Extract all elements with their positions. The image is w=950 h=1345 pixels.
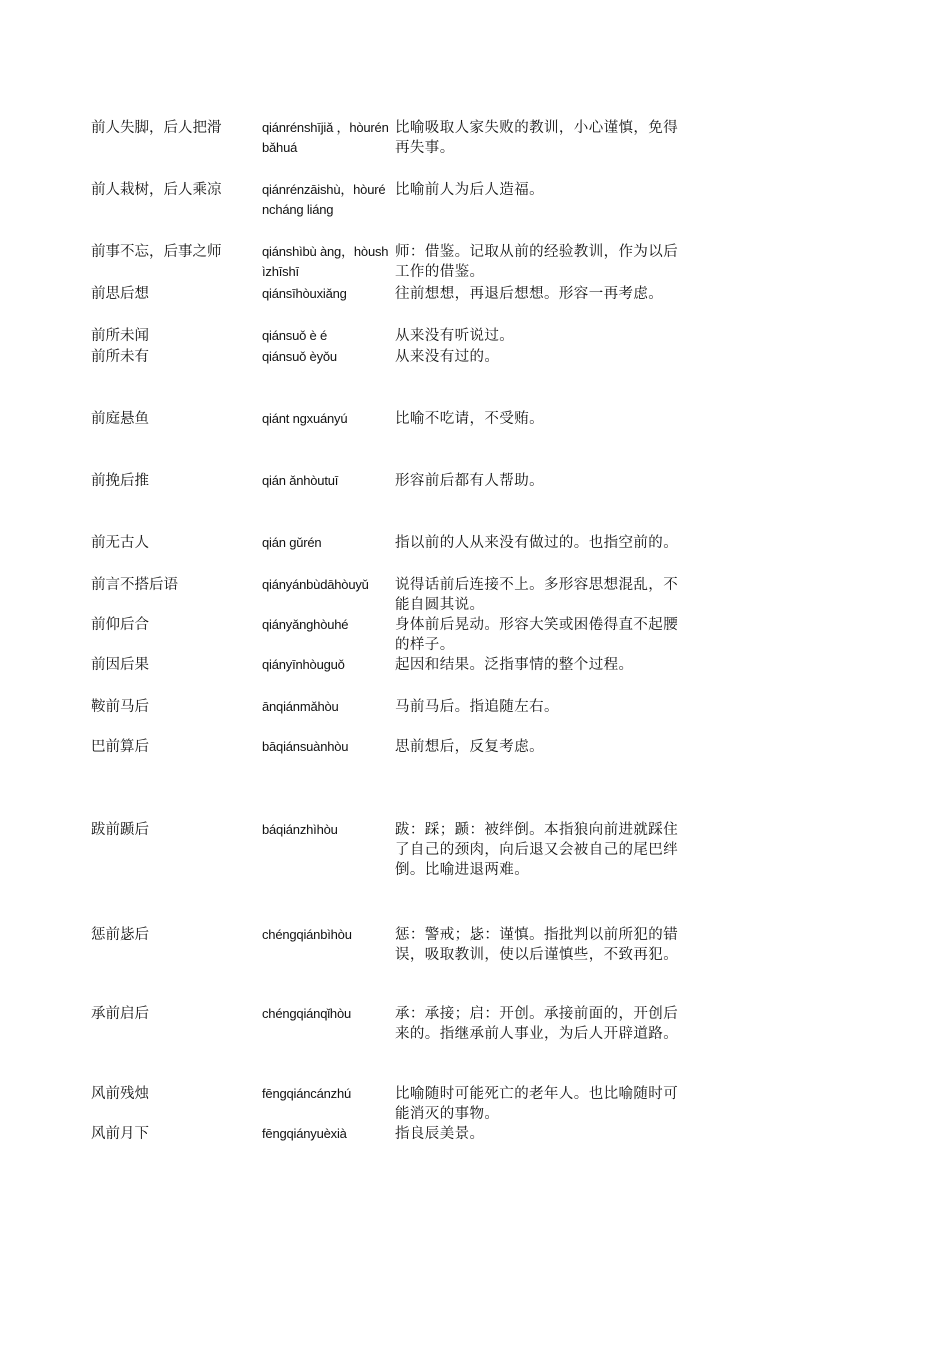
idiom-pinyin: qiányǎnghòuhé bbox=[262, 617, 349, 632]
idiom-meaning: 比喻随时可能死亡的老年人。也比喻随时可能消灭的事物。 bbox=[395, 1086, 679, 1122]
idiom-term: 跋前踬后 bbox=[91, 822, 149, 838]
idiom-meaning: 师：借鉴。记取从前的经验教训，作为以后工作的借鉴。 bbox=[395, 244, 679, 280]
idiom-meaning: 指以前的人从来没有做过的。也指空前的。 bbox=[395, 535, 679, 551]
idiom-meaning: 承：承接；启：开创。承接前面的，开创后来的。指继承前人事业，为后人开辟道路。 bbox=[395, 1006, 679, 1042]
idiom-term: 承前启后 bbox=[91, 1006, 149, 1022]
idiom-term: 鞍前马后 bbox=[91, 699, 149, 715]
idiom-pinyin: chéngqiánbìhòu bbox=[262, 927, 352, 942]
idiom-meaning: 身体前后晃动。形容大笑或困倦得直不起腰的样子。 bbox=[395, 617, 679, 653]
idiom-pinyin: qiánsuǒ è é bbox=[262, 328, 328, 343]
idiom-term: 前人失脚，后人把滑 bbox=[91, 120, 222, 136]
idiom-meaning: 惩：警戒；毖：谨慎。指批判以前所犯的错误，吸取教训，使以后谨慎些，不致再犯。 bbox=[395, 927, 679, 963]
idiom-meaning: 比喻不吃请，不受贿。 bbox=[395, 411, 544, 427]
idiom-pinyin: qiánsīhòuxiǎng bbox=[262, 286, 347, 301]
idiom-term: 前事不忘，后事之师 bbox=[91, 244, 222, 260]
idiom-meaning: 比喻吸取人家失败的教训，小心谨慎，免得再失事。 bbox=[395, 120, 679, 156]
idiom-pinyin: bāqiánsuànhòu bbox=[262, 739, 349, 754]
idiom-term: 前因后果 bbox=[91, 657, 149, 673]
idiom-pinyin: báqiánzhìhòu bbox=[262, 822, 338, 837]
idiom-pinyin: qiánrénshījiǎ ，hòurénbǎhuá bbox=[262, 120, 389, 155]
idiom-pinyin: qiánshìbù àng，hòushìzhīshī bbox=[262, 244, 389, 279]
idiom-term: 风前残烛 bbox=[91, 1086, 149, 1102]
idiom-meaning: 指良辰美景。 bbox=[395, 1126, 485, 1142]
idiom-term: 前思后想 bbox=[91, 286, 149, 302]
idiom-meaning: 跋：踩；踬：被绊倒。本指狼向前进就踩住了自己的颈肉，向后退又会被自己的尾巴绊倒。比喻进退两难。 bbox=[395, 822, 679, 878]
idiom-pinyin: chéngqiánqǐhòu bbox=[262, 1006, 352, 1021]
idiom-meaning: 说得话前后连接不上。多形容思想混乱，不能自圆其说。 bbox=[395, 577, 679, 613]
idiom-term: 前庭悬鱼 bbox=[91, 411, 149, 427]
idiom-meaning: 马前马后。指追随左右。 bbox=[395, 699, 559, 715]
idiom-term: 前言不搭后语 bbox=[91, 577, 178, 593]
idiom-term: 前挽后推 bbox=[91, 473, 149, 489]
idiom-meaning: 从来没有听说过。 bbox=[395, 328, 515, 344]
idiom-meaning: 从来没有过的。 bbox=[395, 349, 500, 365]
idiom-term: 惩前毖后 bbox=[91, 927, 149, 943]
idiom-meaning: 比喻前人为后人造福。 bbox=[395, 182, 544, 198]
idiom-pinyin: qiánt ngxuányú bbox=[262, 411, 348, 426]
idiom-pinyin: qián ǎnhòutuī bbox=[262, 473, 339, 488]
idiom-meaning: 思前想后，反复考虑。 bbox=[395, 739, 544, 755]
idiom-pinyin: qiánrénzāishù，hòuréncháng liáng bbox=[262, 182, 386, 217]
idiom-meaning: 往前想想，再退后想想。形容一再考虑。 bbox=[395, 286, 664, 302]
idiom-pinyin: ānqiánmǎhòu bbox=[262, 699, 339, 714]
idiom-term: 前所未有 bbox=[91, 349, 149, 365]
idiom-term: 前仰后合 bbox=[91, 617, 149, 633]
idiom-pinyin: qiányīnhòuguǒ bbox=[262, 657, 345, 672]
idiom-meaning: 形容前后都有人帮助。 bbox=[395, 473, 544, 489]
idiom-pinyin: qián gǔrén bbox=[262, 535, 322, 550]
idiom-term: 风前月下 bbox=[91, 1126, 149, 1142]
idiom-term: 前无古人 bbox=[91, 535, 149, 551]
idiom-pinyin: qiánsuǒ èyǒu bbox=[262, 349, 337, 364]
idiom-term: 巴前算后 bbox=[91, 739, 149, 755]
idiom-term: 前人栽树，后人乘凉 bbox=[91, 182, 222, 198]
idiom-pinyin: fēngqiáncánzhú bbox=[262, 1086, 351, 1101]
idiom-meaning: 起因和结果。泛指事情的整个过程。 bbox=[395, 657, 634, 673]
idiom-term: 前所未闻 bbox=[91, 328, 149, 344]
idiom-pinyin: qiányánbùdāhòuyǔ bbox=[262, 577, 369, 592]
idiom-pinyin: fēngqiányuèxià bbox=[262, 1126, 347, 1141]
